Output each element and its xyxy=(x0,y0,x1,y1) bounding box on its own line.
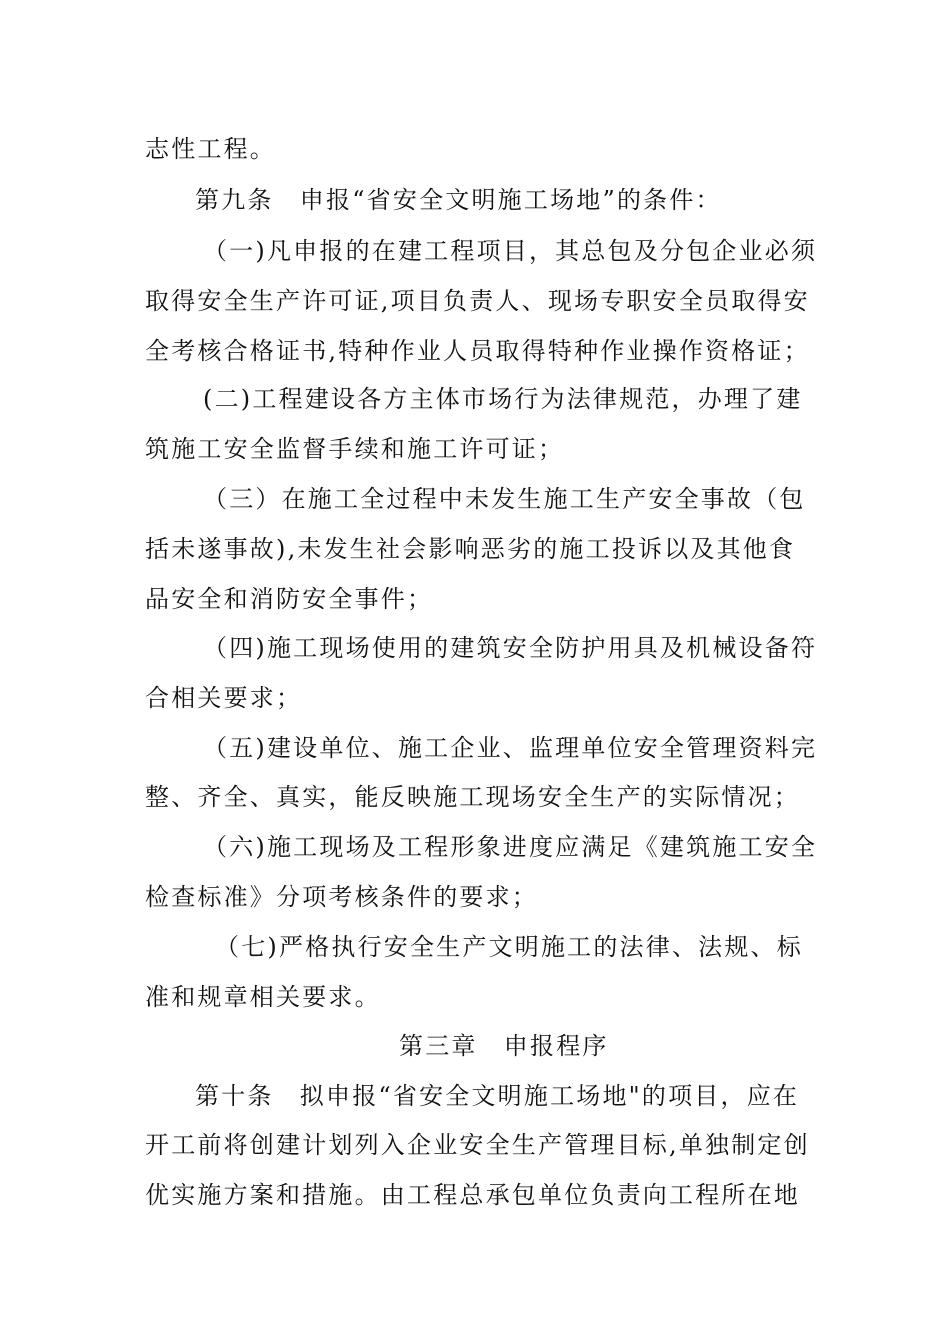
text-line: 准和规章相关要求。 xyxy=(145,983,381,1011)
text-line: 取得安全生产许可证,项目负责人、现场专职安全员取得安 xyxy=(145,287,810,315)
text-line: 整、齐全、真实，能反映施工现场安全生产的实际情况； xyxy=(145,783,800,811)
text-line: 括未遂事故),未发生社会影响恶劣的施工投诉以及其他食 xyxy=(145,535,796,563)
text-line: (二)工程建设各方主体市场行为法律规范，办理了建 xyxy=(203,385,803,413)
text-line: （三）在施工全过程中未发生施工生产安全事故（包 xyxy=(203,485,806,513)
text-line: （一)凡申报的在建工程项目，其总包及分包企业必须 xyxy=(203,237,818,265)
text-line: （六)施工现场及工程形象进度应满足《建筑施工安全 xyxy=(203,833,818,861)
text-line: 开工前将创建计划列入企业安全生产管理目标,单独制定创 xyxy=(145,1131,810,1159)
text-line: （七)严格执行安全生产文明施工的法律、法规、标 xyxy=(215,933,803,961)
chapter-heading: 第三章 申报程序 xyxy=(399,1032,609,1060)
text-line: 检查标准》分项考核条件的要求； xyxy=(145,883,538,911)
text-line: 志性工程。 xyxy=(145,135,276,163)
text-line: （四)施工现场使用的建筑安全防护用具及机械设备符 xyxy=(203,634,818,662)
text-line: （五)建设单位、施工企业、监理单位安全管理资料完 xyxy=(203,734,818,762)
article-heading: 第十条 拟申报“省安全文明施工场地"的项目，应在 xyxy=(195,1082,800,1110)
article-heading: 第九条 申报“省安全文明施工场地”的条件： xyxy=(195,186,722,214)
text-line: 筑施工安全监督手续和施工许可证； xyxy=(145,435,565,463)
text-line: 优实施方案和措施。由工程总承包单位负责向工程所在地 xyxy=(145,1181,800,1209)
document-page xyxy=(145,0,818,1344)
text-line: 品安全和消防安全事件； xyxy=(145,585,434,613)
text-line: 合相关要求； xyxy=(145,684,303,712)
text-line: 全考核合格证书,特种作业人员取得特种作业操作资格证； xyxy=(145,337,810,365)
